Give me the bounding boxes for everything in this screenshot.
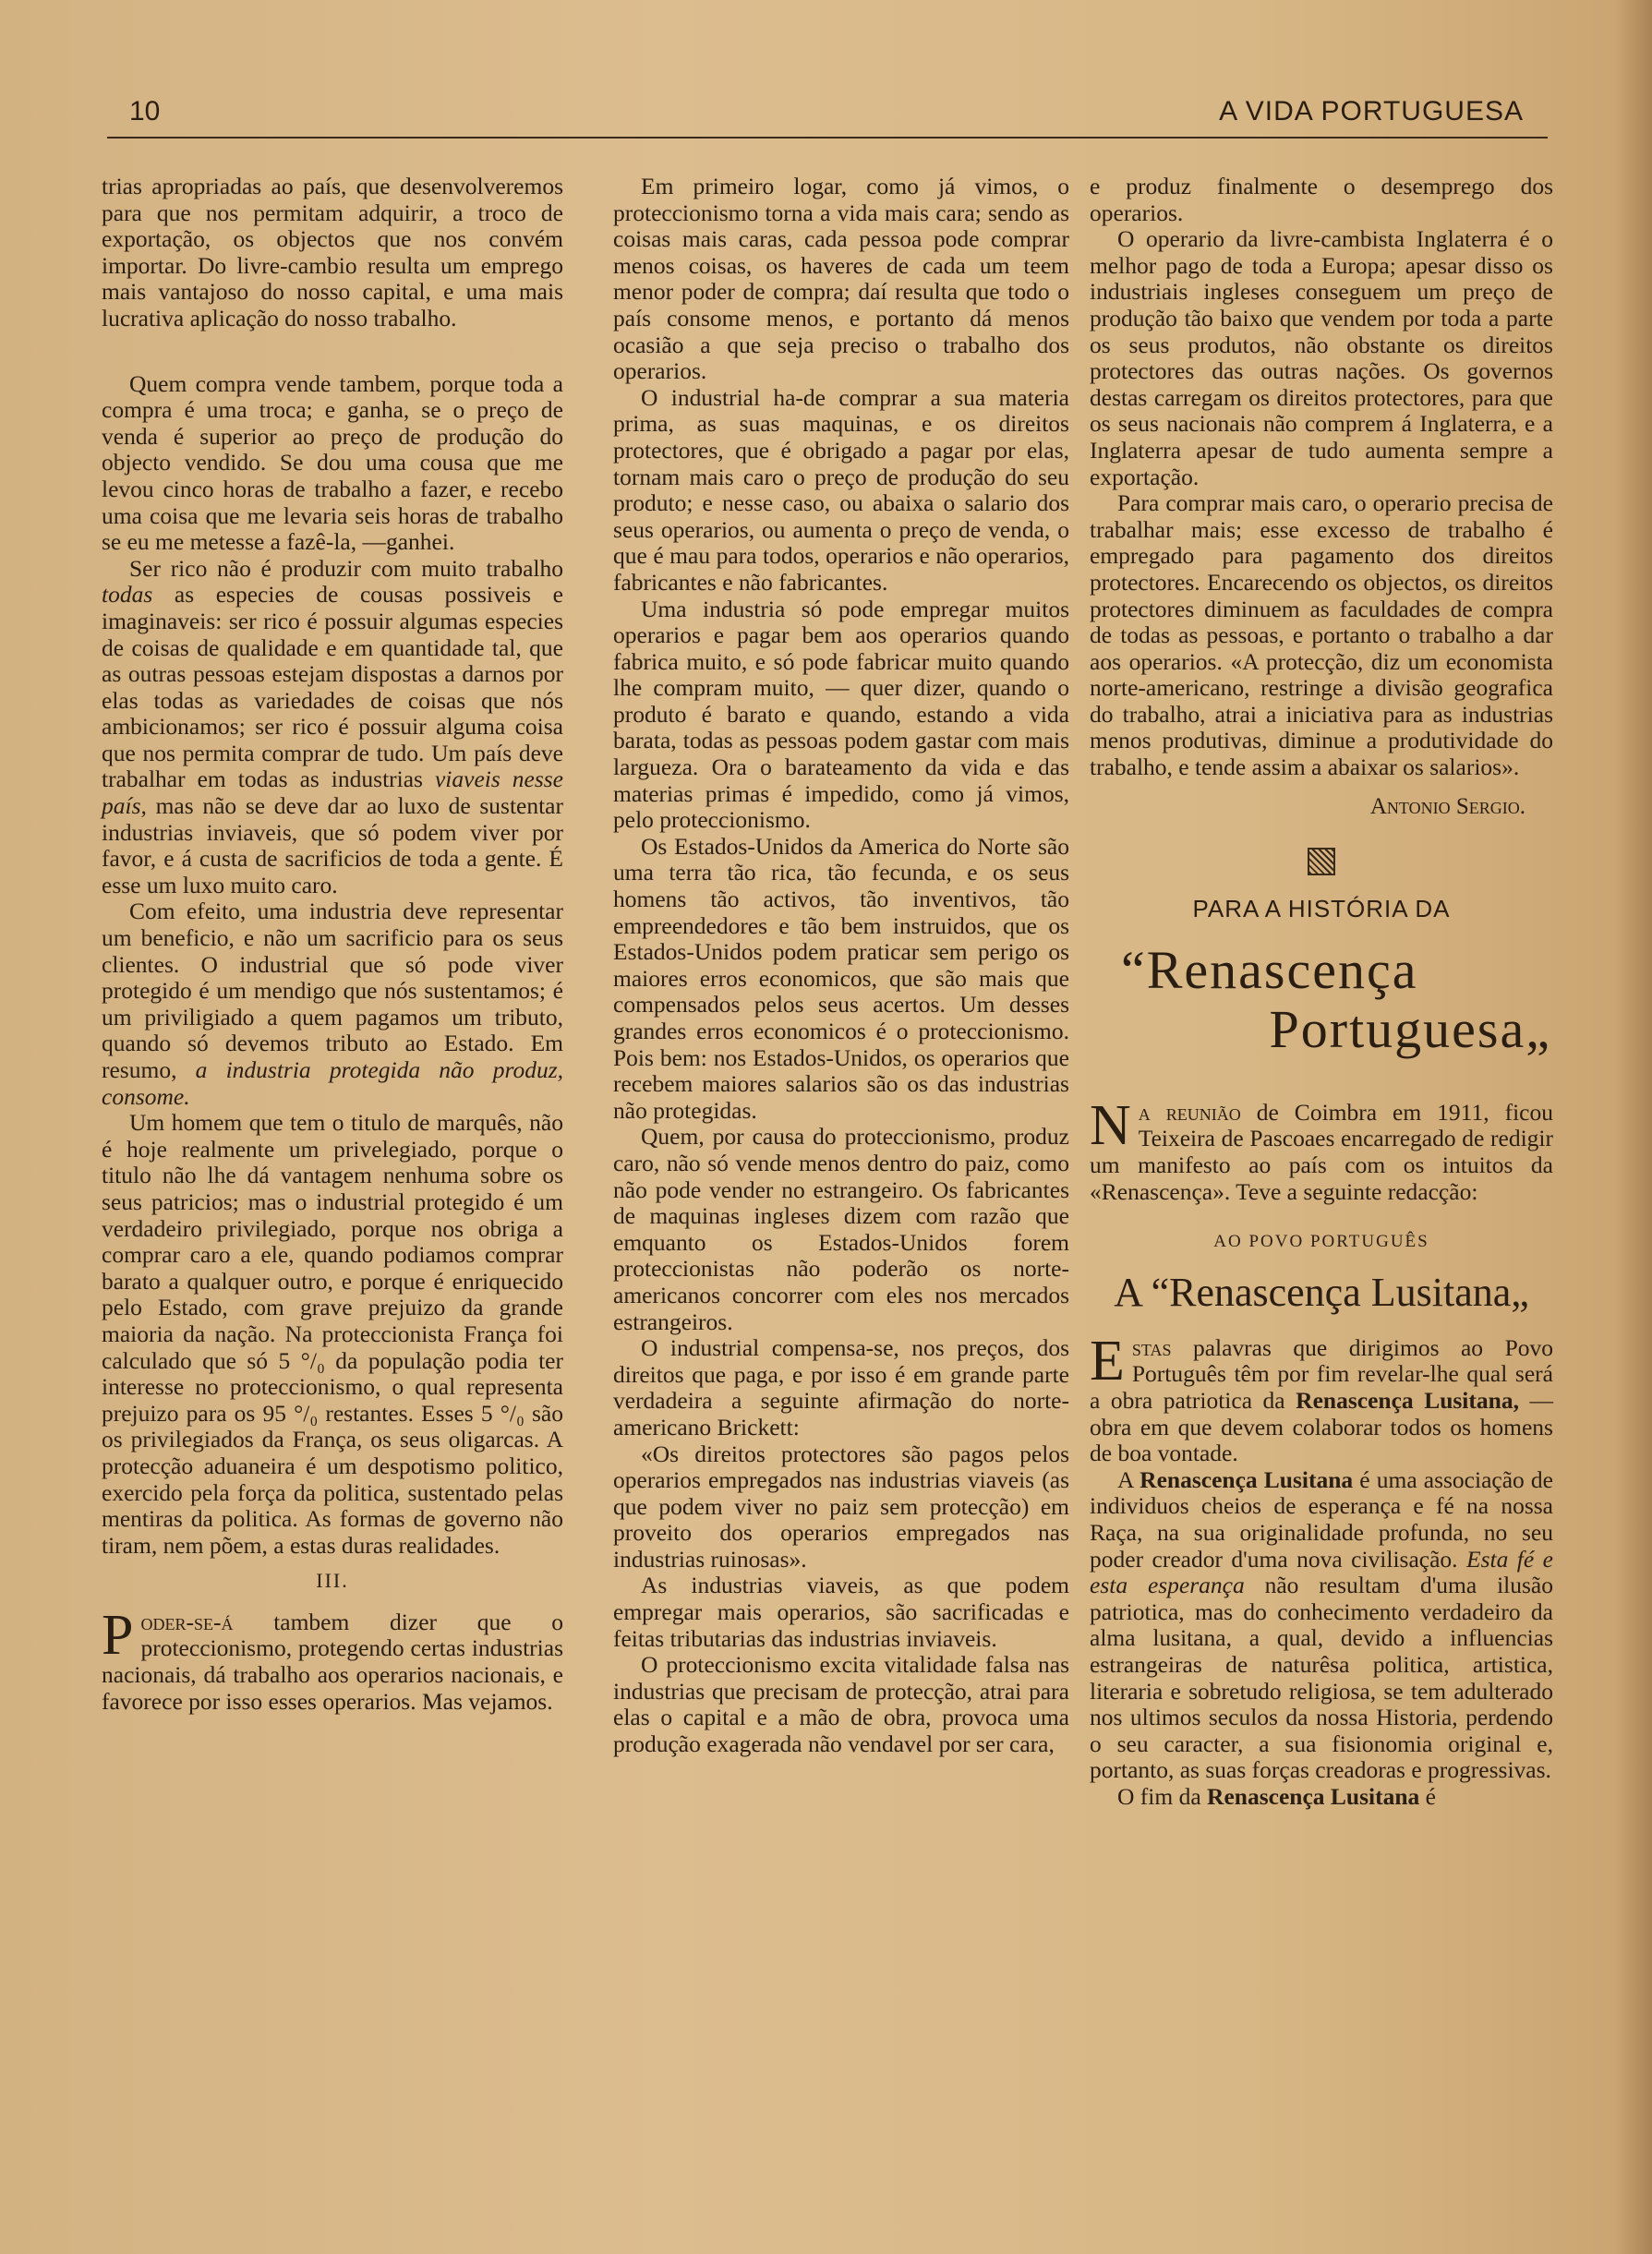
drop-cap: E (1090, 1329, 1125, 1392)
ornament-icon (1308, 848, 1335, 875)
paragraph (1090, 1093, 1553, 1205)
paragraph (1090, 1329, 1553, 1467)
text-run: — obra em que devem colaborar todos os homens de boa vontade. (1090, 1387, 1553, 1467)
paragraph (102, 1603, 563, 1715)
drop-cap: P (102, 1603, 134, 1667)
paragraph (102, 898, 563, 1110)
text-run: as especies de cousas possiveis e imaginaveis: ser rico é possuir algumas especies de coisas de qualidade e em quantidade tal, que as outras pessoas estejam dispostas a darnos por elas todas as variedades de coisas que nós ambicionamos; ser rico é possuir alguma coisa que nos permita comprar de tudo. Um país deve trabalhar em todas as industrias (102, 581, 563, 793)
italic-run: viaveis nesse país, (102, 765, 563, 820)
bold-run: Renascença Lusitana (1207, 1782, 1420, 1810)
paragraph: Um homem que tem o titulo de marquês, não é hoje realmente um privelegiado, porque o titulo não lhe dá vantagem nenhuma sobre os seus patricios; mas o industrial protegido é um verdadeiro privilegiado, porque nos obriga a comprar caro a ele, quando podiamos comprar barato a qualquer outro, e porque é enriquecido pelo Estado, com grave prejuizo da grande maioria da nação. Na proteccionista França foi calculado que só 5 °/₀ da população podia ter interesse no proteccionismo, o qual representa prejuizo para os 95 °/₀ restantes. Esses 5 °/₀ são os privilegiados da França, os seus oligarcas. A protecção aduaneira é um despotismo politico, exercido pela força da politica, sustentado pelas mentiras da politica. As formas de governo não tiram, nem põem, a estas duras realidades. (102, 1109, 563, 1559)
section-number: III. (316, 1569, 349, 1593)
text-run: A (1117, 1465, 1140, 1493)
page-number: 10 (129, 96, 161, 127)
paragraph: trias apropriadas ao país, que desenvolveremos para que nos permitam adquirir, a troco de exportação, os objectos que nos convém importar. Do livre-cambio resulta um emprego mais vantajoso do nosso capital, e uma mais lucrativa aplicação do nosso trabalho. (102, 173, 563, 331)
column-2 (613, 174, 1069, 1758)
italic-run: Esta fé e esta esperança (1090, 1545, 1553, 1599)
smallcaps-run: oder-se-á (140, 1608, 234, 1635)
paragraph: As industrias viaveis, as que podem empregar mais operarios, são sacrificadas e feitas tributarias das industrias inviaveis. (613, 1572, 1069, 1652)
page-edge-shadow (1615, 0, 1652, 2254)
italic-run: a industria protegida não produz, consome. (102, 1056, 563, 1110)
text-run: palavras que dirigimos ao Povo Português têm por fim revelar-lhe qual será a obra patriotica da (1090, 1333, 1553, 1414)
paragraph (102, 556, 563, 899)
text-run: é (1419, 1782, 1436, 1810)
article-title (1090, 941, 1553, 1059)
paragraph: O proteccionismo excita vitalidade falsa nas industrias que precisam de protecção, atrai para elas o capital e a mão de obra, provoca uma produção exagerada não vendavel por ser cara, (613, 1651, 1069, 1758)
paragraph: Uma industria só pode empregar muitos operarios e pagar bem aos operarios quando fabrica muito, e só pode fabricar muito quando lhe compram muito, — quer dizer, quando o produto é barato e quando, estando a vida barata, todas as pessoas podem gastar com mais largueza. Ora o barateamento da vida e das materias primas é impedido, como já vimos, pelo proteccionismo. (613, 595, 1069, 834)
smallcaps-run: a reunião (1138, 1098, 1241, 1126)
paragraph: O operario da livre-cambista Inglaterra é o melhor pago de toda a Europa; apesar disso os industriais ingleses conseguem um preço de produção tão baixo que vendem por toda a parte os seus produtos, não obstante os direitos protectores das outras nações. Os governos destas carregam os direitos protectores, para que os seus nacionais não comprem á Inglaterra, e a Inglaterra apesar de tudo aumenta sempre a exportação. (1090, 225, 1553, 490)
bold-run: Renascença Lusitana, (1296, 1387, 1519, 1414)
paragraph: Para comprar mais caro, o operario precisa de trabalhar mais; esse excesso de trabalho é empregado para pagamento dos direitos protectores. Encarecendo os objectos, os direitos protectores diminuem as faculdades de compra de todas as pessoas, e portanto o trabalho a dar aos operarios. «A protecção, diz um economista norte-americano, restringe a divisão geografica do trabalho, atrai a iniciativa para as industrias menos produtivas, diminue a produtividade do trabalho, e tende assim a abaixar os salarios». (1090, 489, 1553, 781)
text-run: de Coimbra em 1911, ficou Teixeira de Pascoaes encarregado de redigir um manifesto ao país com os intuitos da «Renascença». Teve a seguinte redacção: (1090, 1098, 1553, 1205)
paragraph: Quem compra vende tambem, porque toda a compra é uma troca; e ganha, se o preço de venda é superior ao preço de produção do objecto vendido. Se dou uma cousa que me levou cinco horas de trabalho a fazer, e recebo uma coisa que me levaria seis horas de trabalho se eu me metesse a fazê-la, —ganhei. (102, 369, 563, 556)
text-run: Com efeito, uma industria deve representar um beneficio, e não um sacrificio para os seus clientes. O industrial que só pode viver protegido é um mendigo que nós sustentamos; é um priviligiado a quem pagamos um tributo, quando só devemos tributo ao Estado. Em resumo, (102, 898, 563, 1083)
article-kicker: PARA A HISTÓRIA DA (1192, 895, 1451, 923)
drop-cap: N (1090, 1093, 1131, 1157)
article-title-line-2: Portuguesa„ (1269, 998, 1551, 1059)
text-run: tambem dizer que o proteccionismo, protegendo certas industrias nacionais, dá trabalho aos operarios nacionais, e favorece por isso esses operarios. Mas vejamos. (102, 1608, 563, 1715)
paragraph-gap (102, 332, 563, 371)
page-header (107, 92, 1548, 139)
journal-title: A VIDA PORTUGUESA (1219, 96, 1524, 127)
column-3 (1090, 174, 1553, 1811)
text-run: não resultam d'uma ilusão patriotica, mas do conhecimento verdadeiro da alma lusitana, a qual, devido a influencias estrangeiras de naturêsa politica, artistica, literaria e sobretudo religiosa, se tem adulterado nos ultimos seculos da nossa Historia, perdendo o seu caracter, a sua fisionomia original e, portanto, as suas forças creadoras e progressivas. (1090, 1572, 1553, 1784)
paragraph: O industrial ha-de comprar a sua materia prima, as suas maquinas, e os direitos protectores, que é obrigado a pagar por elas, tornam mais caro o preço de produção do seu produto; e nesse caso, ou abaixa o salario dos seus operarios, ou aumenta o preço de venda, o que é mau para todos, operarios e não operarios, fabricantes e não fabricantes. (613, 383, 1069, 596)
quotation: «Os direitos protectores são pagos pelos operarios empregados nas industrias viaveis (as que podem viver no paiz sem protecção) em proveito dos operarios empregados nas industrias ruinosas». (613, 1440, 1069, 1573)
text-run: O fim da (1117, 1782, 1208, 1810)
paragraph: e produz finalmente o desemprego dos operarios. (1090, 173, 1553, 226)
paragraph (1090, 1784, 1553, 1811)
manifesto-address: AO POVO PORTUGUÊS (1213, 1232, 1429, 1252)
column-1 (102, 174, 563, 1715)
article-title-line-1: “Renascença (1121, 939, 1418, 1000)
text-run: Ser rico não é produzir com muito trabalho (129, 554, 563, 582)
paragraph (1090, 1467, 1553, 1784)
manifesto-title: A “Renascença Lusitana„ (1114, 1269, 1529, 1315)
paragraph: Quem, por causa do proteccionismo, produz caro, não só vende menos dentro do paiz, como não pode vender no estrangeiro. Os fabricantes de maquinas ingleses dizem com razão que emquanto os Estados-Unidos forem proteccionistas não poderão os norte-americanos concorrer com eles nos mercados estrangeiros. (613, 1123, 1069, 1335)
text-run: mas não se deve dar ao luxo de sustentar industrias inviaveis, que só podem viver por favor, e á custa de sacrificios de toda a gente. É esse um luxo muito caro. (102, 792, 563, 898)
paragraph: Os Estados-Unidos da America do Norte são uma terra tão rica, tão fecunda, e os seus homens tão activos, tão inventivos, tão empreendedores e tão bem instruidos, que os Estados-Unidos podem praticar sem perigo os maiores erros economicos, que são mais que compensados pelos seus acertos. Um desses grandes erros economicos é o proteccionismo. Pois bem: nos Estados-Unidos, os operarios que recebem maiores salarios são os das industrias não protegidas. (613, 832, 1069, 1124)
author-signature: Antonio Sergio. (1369, 793, 1525, 819)
paragraph: Em primeiro logar, como já vimos, o proteccionismo torna a vida mais cara; sendo as coisas mais caras, cada pessoa pode comprar menos coisas, os haveres de cada um teem menor poder de compra; daí resulta que todo o país consome menos, e portanto dá menos ocasião a que seja preciso o trabalho dos operarios. (613, 173, 1069, 385)
paragraph: O industrial compensa-se, nos preços, dos direitos que paga, e por isso é em grande parte verdadeira a seguinte afirmação do norte-americano Brickett: (613, 1334, 1069, 1440)
text-run: é uma associação de individuos cheios de esperança e fé na nossa Raça, na sua originalidade profunda, no seu poder creador d'uma nova civilisação. (1090, 1465, 1553, 1573)
bold-run: Renascença Lusitana (1140, 1465, 1354, 1493)
smallcaps-run: stas (1131, 1333, 1172, 1361)
italic-run: todas (102, 581, 153, 609)
